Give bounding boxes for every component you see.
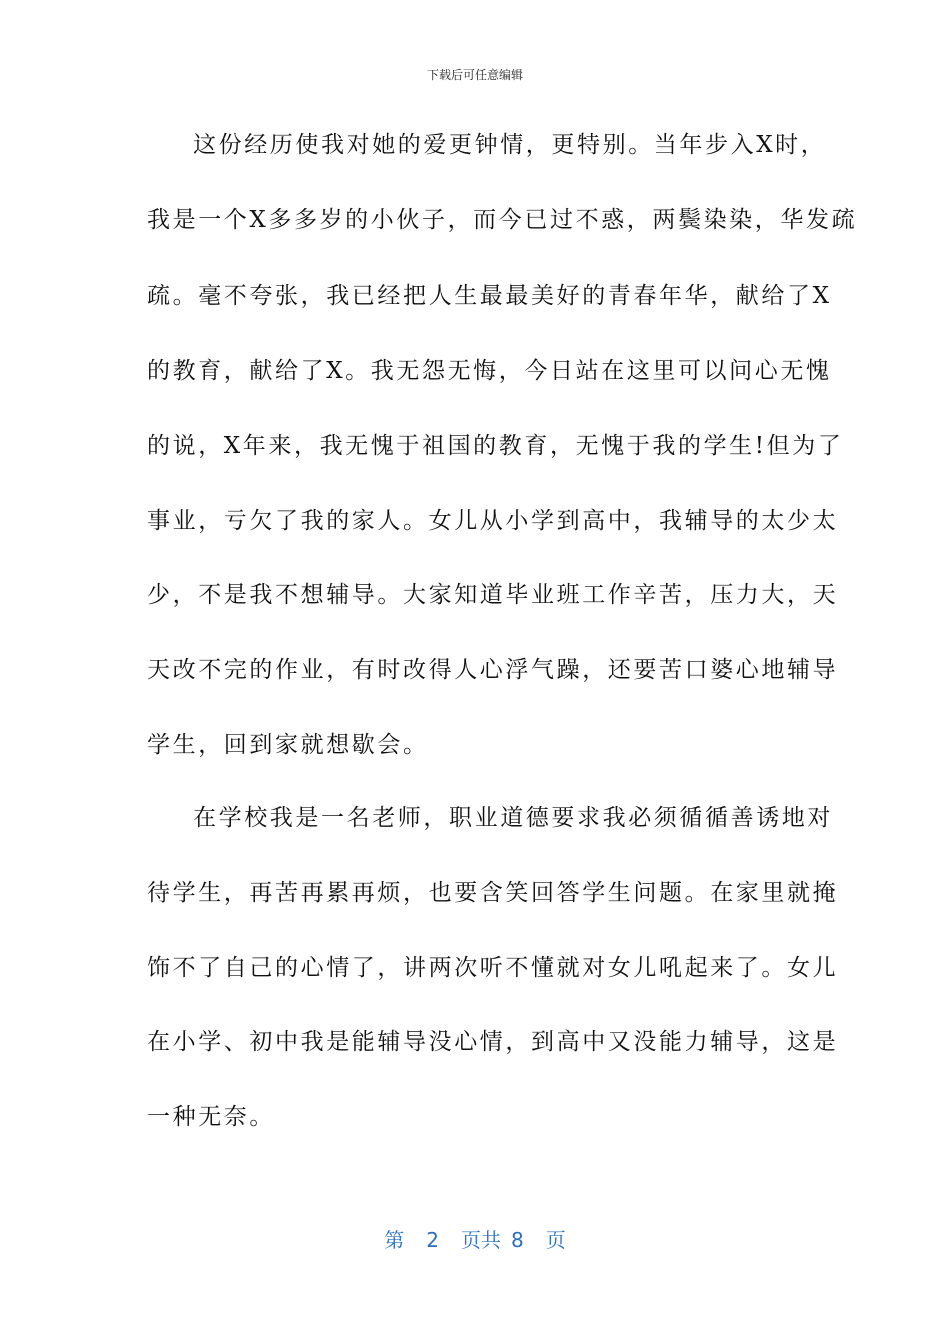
paragraph-1-line: 天改不完的作业，有时改得人心浮气躁，还要苦口婆心地辅导 <box>147 657 839 683</box>
paragraph-1-line: 少，不是我不想辅导。大家知道毕业班工作辛苦，压力大，天 <box>147 582 839 608</box>
paragraph-1-line: 的说，X年来，我无愧于祖国的教育，无愧于我的学生!但为了 <box>147 433 844 459</box>
footer-ye-gong: 页共 <box>461 1228 501 1252</box>
paragraph-1-line: 这份经历使我对她的爱更钟情，更特别。当年步入X时， <box>193 132 827 158</box>
page-number-footer <box>0 1227 950 1253</box>
footer-ye: 页 <box>545 1228 566 1252</box>
paragraph-1-line: 事业，亏欠了我的家人。女儿从小学到高中，我辅导的太少太 <box>147 508 839 534</box>
paragraph-1-line: 我是一个X多多岁的小伙子，而今已过不惑，两鬓染染，华发疏 <box>147 207 858 233</box>
paragraph-1-line: 的教育，献给了X。我无怨无悔，今日站在这里可以问心无愧 <box>147 358 832 384</box>
paragraph-2-line: 在学校我是一名老师，职业道德要求我必须循循善诱地对 <box>193 805 833 831</box>
paragraph-2-line: 在小学、初中我是能辅导没心情，到高中又没能力辅导，这是 <box>147 1029 839 1055</box>
paragraph-2-line: 饰不了自己的心情了，讲两次听不懂就对女儿吼起来了。女儿 <box>147 955 839 981</box>
footer-current-page: 2 <box>426 1228 439 1252</box>
footer-di: 第 <box>384 1228 405 1252</box>
footer-total-pages: 8 <box>511 1228 524 1252</box>
paragraph-2-line: 一种无奈。 <box>147 1104 275 1130</box>
paragraph-2-line: 待学生，再苦再累再烦，也要含笑回答学生问题。在家里就掩 <box>147 880 839 906</box>
paragraph-1-line: 疏。毫不夸张，我已经把人生最最美好的青春年华，献给了X <box>147 283 832 309</box>
header-note: 下载后可任意编辑 <box>426 68 523 82</box>
paragraph-1-line: 学生，回到家就想歇会。 <box>147 732 429 758</box>
